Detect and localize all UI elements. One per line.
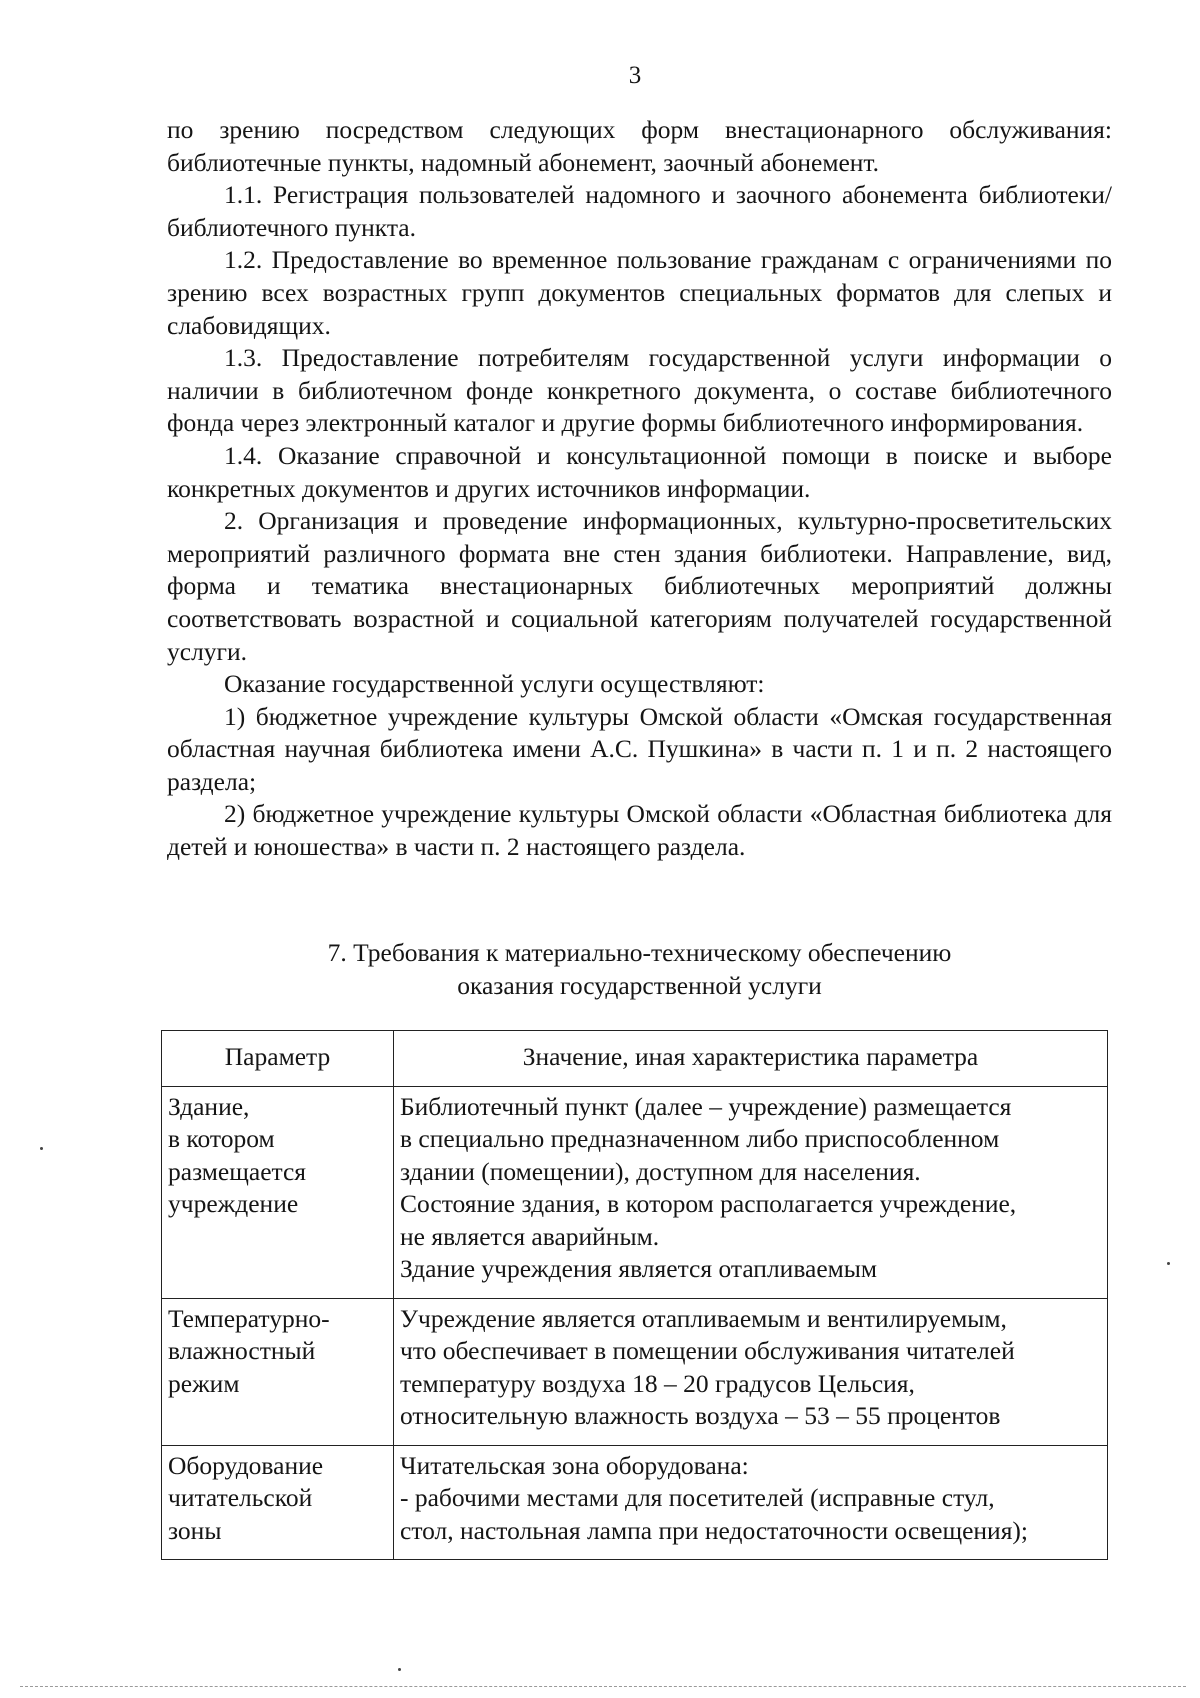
cell-line: учреждение: [168, 1189, 299, 1218]
section-title-line-2: оказания государственной услуги: [457, 971, 822, 1000]
cell-line: Состояние здания, в котором располагается учреждение,: [400, 1189, 1017, 1218]
cell-line: температуру воздуха 18 – 20 градусов Цельсия,: [400, 1368, 915, 1398]
paragraph-provider-1: 1) бюджетное учреждение культуры Омской области «Омская государственная областная научная библиотека имени А.С. Пушкина» в части п. 1 и п. 2 настоящего раздела;: [167, 701, 1112, 796]
section-title-line-1: 7. Требования к материально-техническому обеспечению: [327, 938, 952, 967]
cell-line: Температурно-: [168, 1303, 330, 1333]
paragraph-item-1-2: 1.2. Предоставление во временное пользование гражданам с ограничениями по зрению всех возрастных групп документов специальных форматов для слепых и слабовидящих.: [167, 245, 1112, 340]
cell-line: влажностный: [168, 1336, 316, 1365]
cell-line: режим: [168, 1368, 240, 1398]
cell-line: Учреждение является отапливаемым и вентилируемым,: [400, 1303, 1007, 1333]
header-param: Параметр: [162, 1031, 394, 1087]
cell-line: в специально предназначенном либо приспособленном: [400, 1124, 1000, 1153]
cell-line: что обеспечивает в помещении обслуживания читателей: [400, 1336, 1015, 1365]
cell-line: зоны: [168, 1515, 222, 1545]
cell-line: Здание,: [168, 1091, 250, 1121]
requirements-table: [161, 1030, 1108, 1560]
cell-line: в котором: [168, 1124, 275, 1153]
scan-speck: [398, 1668, 401, 1671]
cell-line: Читательская зона оборудована:: [400, 1450, 749, 1480]
scan-speck: [1167, 1262, 1170, 1265]
cell-line: Здание учреждения является отапливаемым: [400, 1254, 878, 1283]
paragraph-item-1-4: 1.4. Оказание справочной и консультационной помощи в поиске и выборе конкретных документов и других источников информации.: [167, 440, 1112, 503]
scan-speck: [40, 1147, 43, 1150]
page-number: 3: [628, 62, 642, 89]
cell-param: [162, 1445, 394, 1560]
cell-value: [394, 1298, 1108, 1445]
scan-edge-line: [20, 1686, 1186, 1687]
cell-value: [394, 1086, 1108, 1298]
table-row-equipment: [162, 1445, 1108, 1560]
paragraph-item-1-3: 1.3. Предоставление потребителям государственной услуги информации о наличии в библиотечном фонде конкретного документа, о составе библиотечного фонда через электронный каталог и другие формы библиотечного информирования.: [167, 343, 1112, 438]
paragraph-item-1-1: 1.1. Регистрация пользователей надомного и заочного абонемента библиотеки/библиотечного пункта.: [167, 180, 1112, 242]
cell-value: [394, 1445, 1108, 1560]
paragraph-continuation: по зрению посредством следующих форм внестационарного обслуживания: библиотечные пункты, надомный абонемент, заочный абонемент.: [167, 115, 1112, 177]
paragraph-providers-intro: Оказание государственной услуги осуществляют:: [224, 669, 765, 699]
section-title: [167, 936, 1112, 1002]
header-value: Значение, иная характеристика параметра: [394, 1031, 1108, 1087]
cell-line: Оборудование: [168, 1450, 324, 1480]
paragraph-provider-2: 2) бюджетное учреждение культуры Омской области «Областная библиотека для детей и юношества» в части п. 2 настоящего раздела.: [167, 799, 1112, 862]
cell-param: [162, 1086, 394, 1298]
table-row-climate: [162, 1298, 1108, 1445]
cell-line: не является аварийным.: [400, 1221, 660, 1251]
cell-line: размещается: [168, 1156, 307, 1186]
table-header-row: [162, 1031, 1108, 1087]
cell-line: читательской: [168, 1483, 313, 1512]
body-text: [167, 114, 1112, 864]
cell-line: здании (помещении), доступном для населения.: [400, 1156, 921, 1186]
cell-line: относительную влажность воздуха – 53 – 55 процентов: [400, 1401, 1001, 1430]
paragraph-item-2: 2. Организация и проведение информационных, культурно-просветительских мероприятий различного формата вне стен здания библиотеки. Направление, вид, форма и тематика внестационарных библиотечных мероприятий должны соответствовать возрастной и социальной категориям получателей государственной услуги.: [167, 506, 1112, 666]
cell-param: [162, 1298, 394, 1445]
table-row-building: [162, 1086, 1108, 1298]
cell-line: - рабочими местами для посетителей (исправные стул,: [400, 1483, 995, 1512]
cell-line: Библиотечный пункт (далее – учреждение) размещается: [400, 1091, 1012, 1121]
cell-line: стол, настольная лампа при недостаточности освещения);: [400, 1515, 1028, 1545]
